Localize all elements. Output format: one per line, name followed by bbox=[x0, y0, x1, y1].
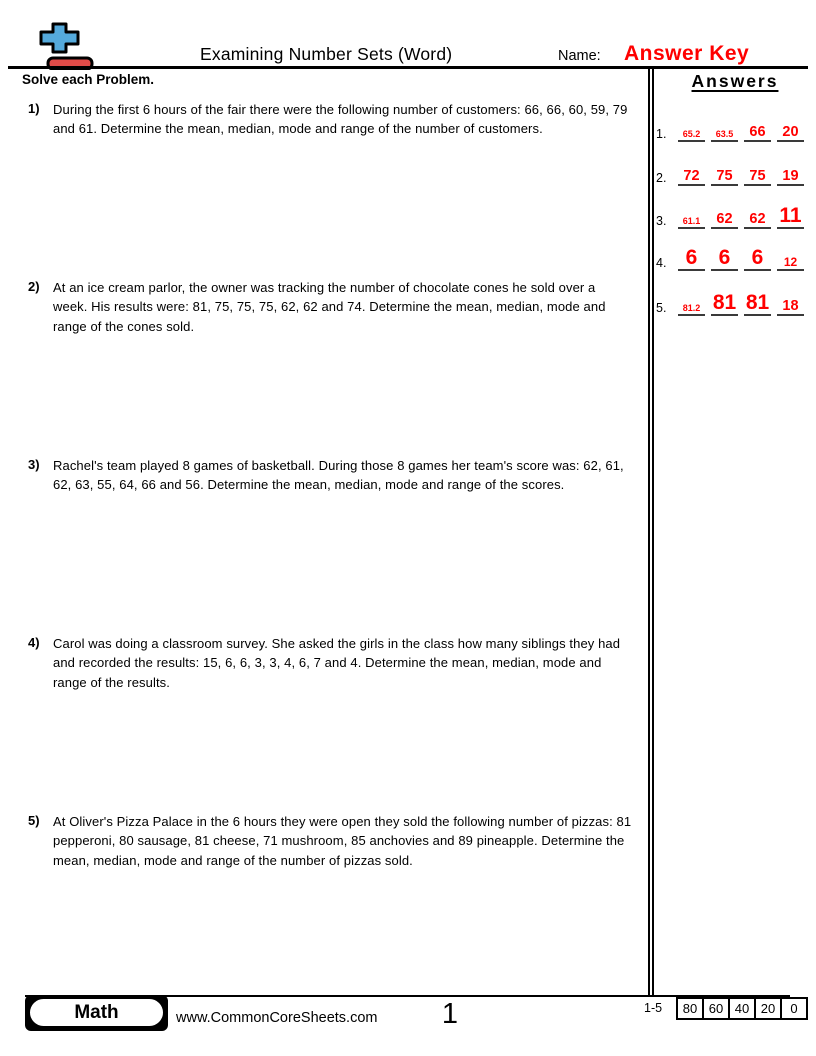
answer-blank-median[interactable]: 62 bbox=[711, 212, 738, 230]
answer-blank-range[interactable]: 20 bbox=[777, 125, 804, 143]
answer-blank-median[interactable]: 6 bbox=[711, 247, 738, 271]
problem-3 bbox=[28, 456, 634, 495]
answer-blank-range[interactable]: 12 bbox=[777, 256, 804, 271]
problem-number: 3) bbox=[28, 457, 40, 472]
answer-number: 4. bbox=[656, 256, 667, 270]
answer-blank-mean[interactable]: 61.1 bbox=[678, 217, 705, 229]
answer-blank-mode[interactable]: 6 bbox=[744, 247, 771, 271]
answer-blank-range[interactable]: 19 bbox=[777, 169, 804, 187]
problem-text: At an ice cream parlor, the owner was tracking the number of chocolate cones he sold over a week. His results were: 81, 75, 75, 75, 62, 62 and 74. Determine the mean, median, mode and range of the cones sold. bbox=[53, 280, 606, 334]
answer-number: 2. bbox=[656, 171, 667, 185]
answer-blank-mean[interactable]: 6 bbox=[678, 247, 705, 271]
problem-2 bbox=[28, 278, 634, 336]
problem-text: During the first 6 hours of the fair there were the following number of customers: 66, 66, 60, 59, 79 and 61. Determine the mean, median, mode and range of the number of customers. bbox=[53, 102, 628, 137]
problem-text: Carol was doing a classroom survey. She asked the girls in the class how many siblings they had and recorded the results: 15, 6, 6, 3, 3, 4, 6, 7 and 4. Determine the mean, median, mode and range of the results. bbox=[53, 636, 621, 690]
problem-number: 4) bbox=[28, 635, 40, 650]
answer-blank-mode[interactable]: 62 bbox=[744, 212, 771, 230]
answer-row-5 bbox=[656, 286, 812, 316]
answer-number: 5. bbox=[656, 301, 667, 315]
answer-blank-median[interactable]: 81 bbox=[712, 291, 737, 314]
problem-1 bbox=[28, 100, 634, 139]
problem-number: 1) bbox=[28, 101, 40, 116]
score-table bbox=[676, 997, 808, 1020]
answer-blank-mean[interactable]: 81.2 bbox=[678, 304, 705, 316]
answer-blank-mode[interactable]: 81 bbox=[745, 291, 770, 314]
score-cell: 0 bbox=[780, 997, 808, 1020]
website-link[interactable]: www.CommonCoreSheets.com bbox=[176, 1010, 378, 1026]
answer-blank-mode[interactable]: 75 bbox=[744, 169, 771, 187]
problem-text: At Oliver's Pizza Palace in the 6 hours they were open they sold the following number of pizzas: 81 pepperoni, 80 sausage, 81 cheese, 71 mushroom, 85 anchovies and 89 pineapple. Determine the mean, median, mode and range of the number of pizzas sold. bbox=[53, 814, 632, 868]
problem-number: 2) bbox=[28, 279, 40, 294]
plus-minus-logo-icon bbox=[24, 16, 96, 70]
name-label: Name: bbox=[558, 48, 601, 64]
header-divider-line bbox=[8, 66, 808, 69]
answer-blank-median[interactable]: 75 bbox=[711, 169, 738, 187]
answer-blank-median[interactable]: 63.5 bbox=[711, 130, 738, 142]
answer-number: 3. bbox=[656, 214, 667, 228]
problem-4 bbox=[28, 634, 634, 692]
answer-blank-range[interactable]: 18 bbox=[777, 299, 804, 317]
answer-row-3 bbox=[656, 199, 812, 229]
answer-blank-mode[interactable]: 66 bbox=[744, 125, 771, 143]
answer-row-2 bbox=[656, 156, 812, 186]
score-range-label: 1-5 bbox=[644, 1001, 663, 1015]
answer-blank-mean[interactable]: 65.2 bbox=[678, 130, 705, 142]
answer-blank-mean[interactable]: 72 bbox=[678, 169, 705, 187]
instructions-text: Solve each Problem. bbox=[22, 72, 155, 87]
score-cell: 60 bbox=[702, 997, 730, 1020]
problem-5 bbox=[28, 812, 634, 870]
answer-blank-range[interactable]: 11 bbox=[777, 205, 804, 229]
answers-column-divider bbox=[648, 69, 654, 995]
answer-row-4 bbox=[656, 241, 812, 271]
subject-badge bbox=[25, 995, 168, 1031]
answers-heading: Answers bbox=[691, 71, 779, 91]
problem-text: Rachel's team played 8 games of basketball. During those 8 games her team's score was: 62, 61, 62, 63, 55, 64, 66 and 56. Determine the mean, median, mode and range of the scores. bbox=[53, 458, 624, 493]
score-cell: 80 bbox=[676, 997, 704, 1020]
score-cell: 20 bbox=[754, 997, 782, 1020]
page-title: Examining Number Sets (Word) bbox=[200, 44, 453, 64]
answer-number: 1. bbox=[656, 127, 667, 141]
subject-badge-label: Math bbox=[30, 999, 163, 1026]
page-number: 1 bbox=[441, 998, 459, 1030]
score-cell: 40 bbox=[728, 997, 756, 1020]
problem-number: 5) bbox=[28, 813, 40, 828]
answer-row-1 bbox=[656, 112, 812, 142]
answer-key-text: Answer Key bbox=[624, 42, 750, 65]
